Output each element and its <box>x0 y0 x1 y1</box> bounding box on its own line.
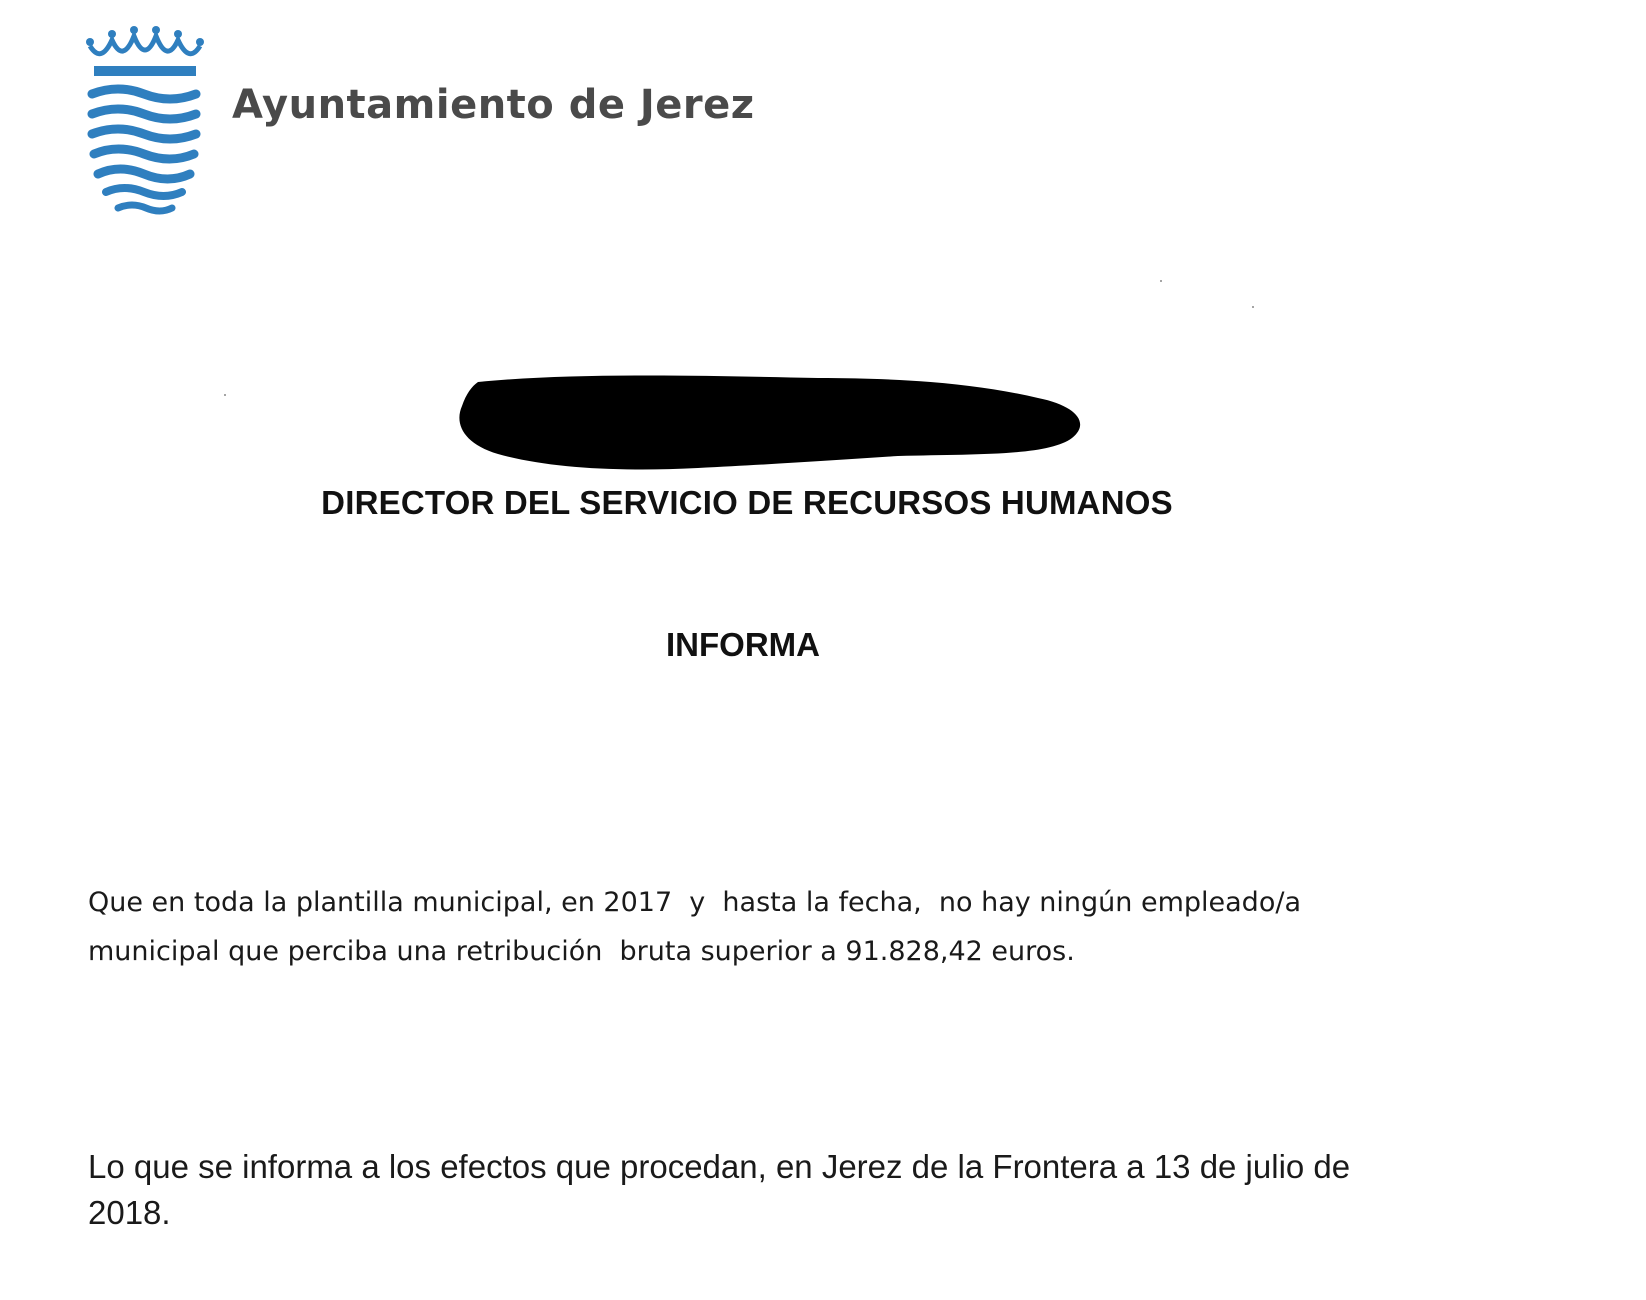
signatory-role-text: DIRECTOR DEL SERVICIO DE RECURSOS HUMANOS <box>321 484 1173 521</box>
heading-text: INFORMA <box>666 626 820 663</box>
letterhead <box>86 26 806 226</box>
closing-line-1: Lo que se informa a los efectos que procedan, en Jerez de la Frontera a 13 de julio de <box>88 1148 1351 1185</box>
scan-speck <box>1160 280 1162 282</box>
body-line-2: municipal que perciba una retribución bruta superior a 91.828,42 euros. <box>88 936 1075 967</box>
body-line-1: Que en toda la plantilla municipal, en 2017 y hasta la fecha, no hay ningún empleado/a <box>88 887 1301 918</box>
crown-waves-coat-of-arms-icon <box>86 26 206 222</box>
scan-speck <box>224 394 226 396</box>
scan-speck <box>1252 306 1254 308</box>
document-heading <box>0 626 1646 664</box>
signatory-role-title <box>0 484 1646 522</box>
body-paragraph <box>88 878 1508 976</box>
closing-line-2: 2018. <box>88 1194 171 1231</box>
name-redaction-mark <box>458 372 1098 472</box>
closing-paragraph <box>88 1144 1508 1236</box>
organization-name: Ayuntamiento de Jerez <box>232 82 755 128</box>
